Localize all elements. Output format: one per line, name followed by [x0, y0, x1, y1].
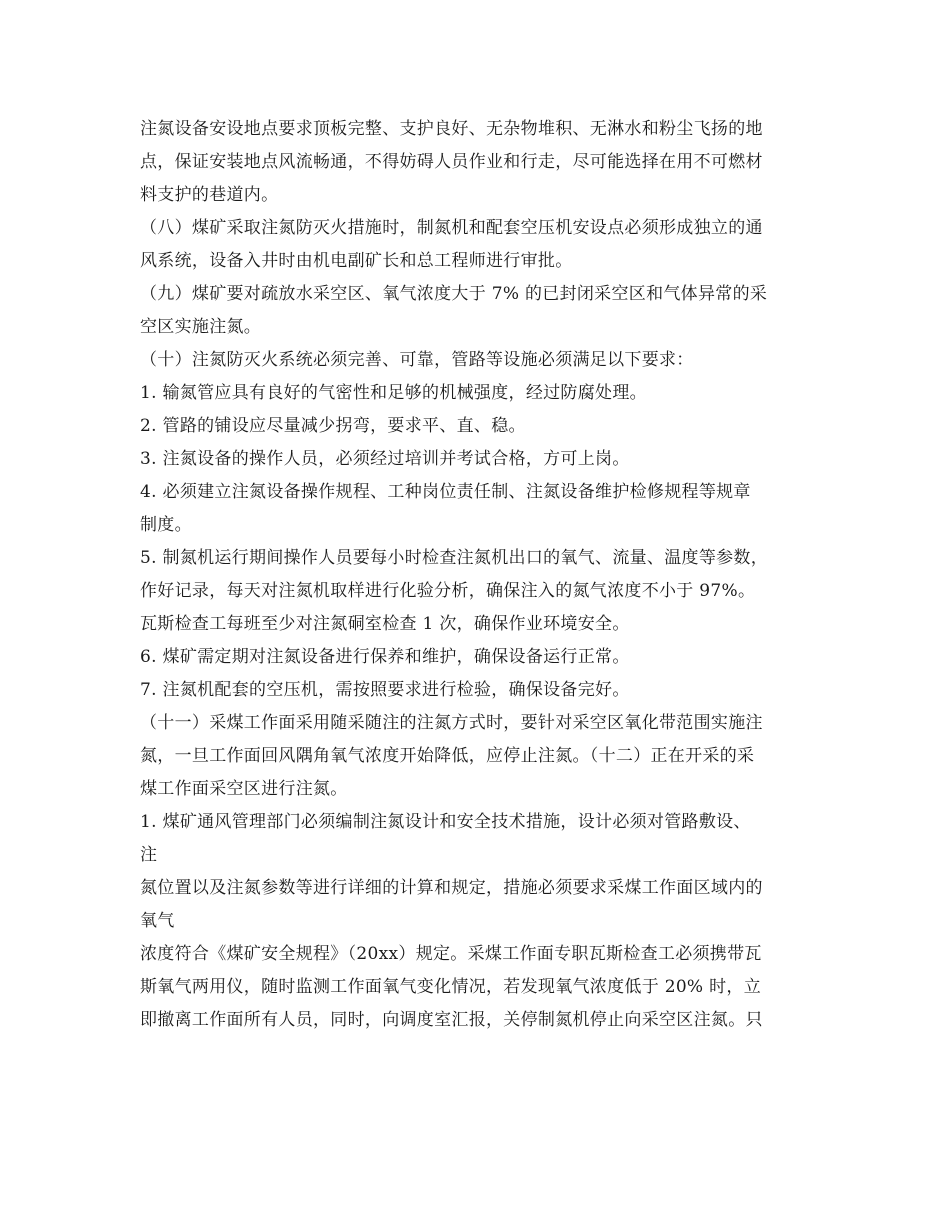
- text-line: 注: [140, 845, 158, 865]
- text-line: 5. 制氮机运行期间操作人员要每小时检查注氮机出口的氧气、流量、温度等参数，: [140, 548, 769, 568]
- text-line: 2. 管路的铺设应尽量减少拐弯，要求平、直、稳。: [140, 416, 526, 436]
- text-line: 斯氧气两用仪，随时监测工作面氧气变化情况，若发现氧气浓度低于 20% 时，立: [140, 977, 761, 997]
- text-line: 7. 注氮机配套的空压机，需按照要求进行检验，确保设备完好。: [140, 680, 630, 700]
- text-line: 氮位置以及注氮参数等进行详细的计算和规定，措施必须要求采煤工作面区域内的: [140, 878, 763, 898]
- text-line: （九）煤矿要对疏放水采空区、氧气浓度大于 7% 的已封闭采空区和气体异常的采: [140, 284, 768, 304]
- text-line: 料支护的巷道内。: [140, 185, 279, 205]
- text-line: 1. 输氮管应具有良好的气密性和足够的机械强度，经过防腐处理。: [140, 383, 647, 403]
- text-line: 氧气: [140, 911, 175, 931]
- text-line: 1. 煤矿通风管理部门必须编制注氮设计和安全技术措施，设计必须对管路敷设、: [140, 812, 751, 832]
- text-line: 注氮设备安设地点要求顶板完整、支护良好、无杂物堆积、无淋水和粉尘飞扬的地: [140, 119, 763, 139]
- text-line: 风系统，设备入井时由机电副矿长和总工程师进行审批。: [140, 251, 573, 271]
- text-line: 6. 煤矿需定期对注氮设备进行保养和维护，确保设备运行正常。: [140, 647, 630, 667]
- text-line: （八）煤矿采取注氮防灭火措施时，制氮机和配套空压机安设点必须形成独立的通: [140, 218, 763, 238]
- text-line: 制度。: [140, 515, 192, 535]
- text-line: 氮，一旦工作面回风隅角氧气浓度开始降低，应停止注氮。（十二）正在开采的采: [140, 746, 755, 766]
- text-line: 瓦斯检查工每班至少对注氮硐室检查 1 次，确保作业环境安全。: [140, 614, 630, 634]
- text-line: 点，保证安装地点风流畅通，不得妨碍人员作业和行走，尽可能选择在用不可燃材: [140, 152, 763, 172]
- text-line: （十）注氮防灭火系统必须完善、可靠，管路等设施必须满足以下要求：: [140, 350, 694, 370]
- text-line: 作好记录，每天对注氮机取样进行化验分析，确保注入的氮气浓度不小于 97%。: [140, 581, 756, 601]
- text-line: （十一）采煤工作面采用随采随注的注氮方式时，要针对采空区氧化带范围实施注: [140, 713, 763, 733]
- text-line: 煤工作面采空区进行注氮。: [140, 779, 348, 799]
- text-line: 浓度符合《煤矿安全规程》（20xx）规定。采煤工作面专职瓦斯检查工必须携带瓦: [140, 944, 762, 964]
- document-body: [140, 113, 820, 1037]
- text-line: 3. 注氮设备的操作人员，必须经过培训并考试合格，方可上岗。: [140, 449, 630, 469]
- text-line: 空区实施注氮。: [140, 317, 262, 337]
- text-line: 4. 必须建立注氮设备操作规程、工种岗位责任制、注氮设备维护检修规程等规章: [140, 482, 751, 502]
- text-line: 即撤离工作面所有人员，同时，向调度室汇报，关停制氮机停止向采空区注氮。只: [140, 1010, 763, 1030]
